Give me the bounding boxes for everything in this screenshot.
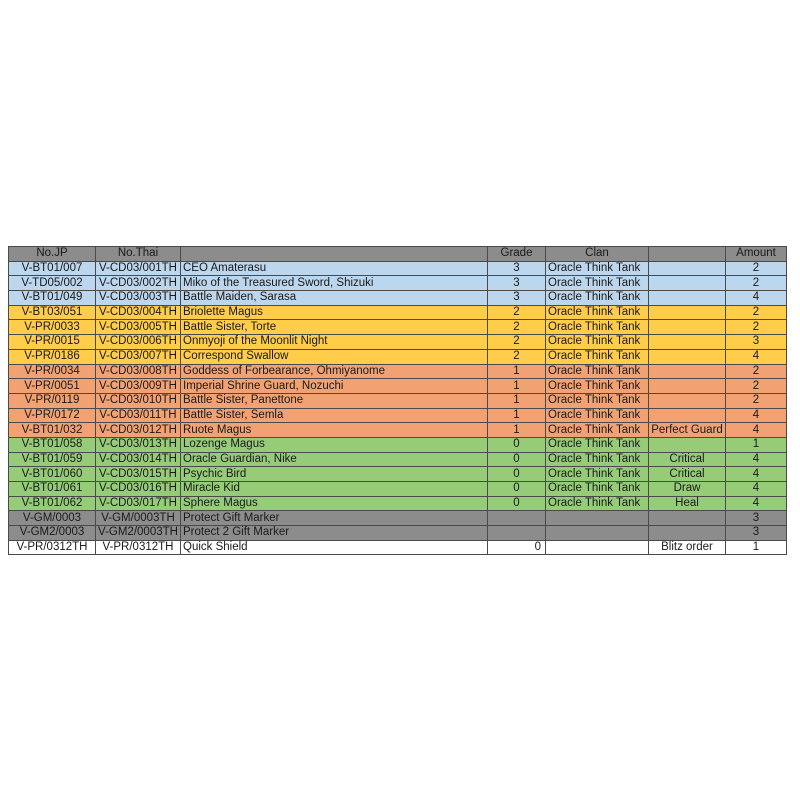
cell-no-jp: V-BT01/032	[9, 423, 96, 438]
table-row	[9, 335, 787, 350]
table-row	[9, 379, 787, 394]
cell-no-thai: V-CD03/014TH	[96, 452, 181, 467]
deck-list-table	[8, 246, 787, 555]
cell-clan: Oracle Think Tank	[546, 482, 649, 497]
cell-amount: 4	[726, 349, 787, 364]
cell-grade: 1	[488, 423, 546, 438]
table-body	[9, 261, 787, 555]
deck-list-table-container	[8, 246, 786, 555]
cell-trigger	[649, 291, 726, 306]
cell-grade: 2	[488, 349, 546, 364]
cell-grade	[488, 511, 546, 526]
cell-no-jp: V-BT01/062	[9, 496, 96, 511]
cell-amount: 3	[726, 335, 787, 350]
table-row	[9, 467, 787, 482]
cell-card-name: CEO Amaterasu	[181, 261, 488, 276]
cell-no-jp: V-PR/0033	[9, 320, 96, 335]
cell-trigger: Blitz order	[649, 540, 726, 555]
cell-no-thai: V-GM2/0003TH	[96, 526, 181, 541]
table-row	[9, 393, 787, 408]
cell-amount: 2	[726, 379, 787, 394]
table-row	[9, 540, 787, 555]
table-row	[9, 261, 787, 276]
cell-no-jp: V-GM2/0003	[9, 526, 96, 541]
cell-amount: 2	[726, 305, 787, 320]
cell-card-name: Lozenge Magus	[181, 437, 488, 452]
cell-grade: 0	[488, 496, 546, 511]
cell-trigger	[649, 261, 726, 276]
table-row	[9, 320, 787, 335]
cell-grade: 3	[488, 261, 546, 276]
cell-card-name: Oracle Guardian, Nike	[181, 452, 488, 467]
cell-clan: Oracle Think Tank	[546, 261, 649, 276]
cell-no-thai: V-CD03/015TH	[96, 467, 181, 482]
cell-no-thai: V-CD03/007TH	[96, 349, 181, 364]
column-header-clan: Clan	[546, 247, 649, 262]
cell-clan: Oracle Think Tank	[546, 452, 649, 467]
table-row	[9, 364, 787, 379]
cell-no-jp: V-BT03/051	[9, 305, 96, 320]
cell-grade: 3	[488, 276, 546, 291]
cell-card-name: Protect 2 Gift Marker	[181, 526, 488, 541]
cell-no-jp: V-PR/0015	[9, 335, 96, 350]
cell-no-jp: V-PR/0034	[9, 364, 96, 379]
cell-trigger	[649, 379, 726, 394]
cell-clan: Oracle Think Tank	[546, 291, 649, 306]
cell-trigger	[649, 276, 726, 291]
cell-clan: Oracle Think Tank	[546, 408, 649, 423]
cell-trigger: Critical	[649, 452, 726, 467]
cell-amount: 4	[726, 496, 787, 511]
cell-clan: Oracle Think Tank	[546, 320, 649, 335]
cell-clan: Oracle Think Tank	[546, 423, 649, 438]
cell-no-jp: V-PR/0172	[9, 408, 96, 423]
table-row	[9, 452, 787, 467]
table-row	[9, 482, 787, 497]
cell-amount: 1	[726, 437, 787, 452]
cell-grade: 1	[488, 408, 546, 423]
cell-clan: Oracle Think Tank	[546, 437, 649, 452]
cell-clan: Oracle Think Tank	[546, 467, 649, 482]
cell-card-name: Battle Sister, Semla	[181, 408, 488, 423]
cell-clan: Oracle Think Tank	[546, 364, 649, 379]
cell-no-thai: V-CD03/005TH	[96, 320, 181, 335]
cell-no-thai: V-CD03/001TH	[96, 261, 181, 276]
cell-grade: 1	[488, 379, 546, 394]
cell-amount: 3	[726, 511, 787, 526]
cell-card-name: Ruote Magus	[181, 423, 488, 438]
cell-amount: 2	[726, 261, 787, 276]
cell-card-name: Goddess of Forbearance, Ohmiyanome	[181, 364, 488, 379]
cell-grade: 0	[488, 437, 546, 452]
table-row	[9, 423, 787, 438]
cell-no-thai: V-CD03/013TH	[96, 437, 181, 452]
column-header-grade: Grade	[488, 247, 546, 262]
cell-trigger: Critical	[649, 467, 726, 482]
table-row	[9, 496, 787, 511]
cell-no-thai: V-CD03/003TH	[96, 291, 181, 306]
table-row	[9, 437, 787, 452]
cell-trigger	[649, 526, 726, 541]
cell-trigger	[649, 305, 726, 320]
cell-no-thai: V-CD03/010TH	[96, 393, 181, 408]
cell-grade: 0	[488, 482, 546, 497]
cell-card-name: Miko of the Treasured Sword, Shizuki	[181, 276, 488, 291]
cell-card-name: Onmyoji of the Moonlit Night	[181, 335, 488, 350]
cell-grade	[488, 526, 546, 541]
column-header-no-thai: No.Thai	[96, 247, 181, 262]
cell-no-jp: V-BT01/049	[9, 291, 96, 306]
column-header-no-jp: No.JP	[9, 247, 96, 262]
cell-no-thai: V-CD03/016TH	[96, 482, 181, 497]
column-header-name	[181, 247, 488, 262]
cell-grade: 1	[488, 393, 546, 408]
cell-no-thai: V-CD03/011TH	[96, 408, 181, 423]
cell-grade: 0	[488, 467, 546, 482]
column-header-amount: Amount	[726, 247, 787, 262]
table-row	[9, 276, 787, 291]
cell-no-jp: V-BT01/060	[9, 467, 96, 482]
cell-amount: 4	[726, 467, 787, 482]
cell-no-jp: V-BT01/058	[9, 437, 96, 452]
cell-trigger	[649, 437, 726, 452]
cell-no-thai: V-PR/0312TH	[96, 540, 181, 555]
cell-card-name: Sphere Magus	[181, 496, 488, 511]
cell-card-name: Briolette Magus	[181, 305, 488, 320]
cell-card-name: Psychic Bird	[181, 467, 488, 482]
cell-trigger: Draw	[649, 482, 726, 497]
cell-amount: 4	[726, 408, 787, 423]
cell-no-jp: V-BT01/007	[9, 261, 96, 276]
cell-no-jp: V-GM/0003	[9, 511, 96, 526]
cell-card-name: Imperial Shrine Guard, Nozuchi	[181, 379, 488, 394]
cell-clan	[546, 511, 649, 526]
cell-card-name: Battle Sister, Torte	[181, 320, 488, 335]
cell-clan: Oracle Think Tank	[546, 305, 649, 320]
cell-grade: 2	[488, 305, 546, 320]
cell-amount: 4	[726, 452, 787, 467]
cell-grade: 2	[488, 320, 546, 335]
cell-trigger	[649, 393, 726, 408]
cell-card-name: Battle Sister, Panettone	[181, 393, 488, 408]
cell-amount: 1	[726, 540, 787, 555]
cell-clan: Oracle Think Tank	[546, 393, 649, 408]
cell-amount: 2	[726, 320, 787, 335]
cell-clan: Oracle Think Tank	[546, 335, 649, 350]
cell-no-thai: V-CD03/008TH	[96, 364, 181, 379]
cell-amount: 4	[726, 482, 787, 497]
table-row	[9, 349, 787, 364]
cell-trigger	[649, 349, 726, 364]
cell-clan: Oracle Think Tank	[546, 379, 649, 394]
cell-no-jp: V-TD05/002	[9, 276, 96, 291]
cell-grade: 1	[488, 364, 546, 379]
table-row	[9, 291, 787, 306]
cell-clan: Oracle Think Tank	[546, 349, 649, 364]
cell-clan	[546, 526, 649, 541]
cell-no-thai: V-CD03/004TH	[96, 305, 181, 320]
table-row	[9, 408, 787, 423]
cell-no-jp: V-BT01/061	[9, 482, 96, 497]
cell-clan: Oracle Think Tank	[546, 496, 649, 511]
header-row	[9, 247, 787, 262]
cell-card-name: Miracle Kid	[181, 482, 488, 497]
cell-amount: 2	[726, 276, 787, 291]
cell-clan	[546, 540, 649, 555]
cell-card-name: Quick Shield	[181, 540, 488, 555]
cell-no-thai: V-CD03/006TH	[96, 335, 181, 350]
table-row	[9, 526, 787, 541]
cell-no-jp: V-PR/0051	[9, 379, 96, 394]
cell-card-name: Correspond Swallow	[181, 349, 488, 364]
cell-no-jp: V-PR/0186	[9, 349, 96, 364]
cell-trigger	[649, 335, 726, 350]
cell-amount: 4	[726, 423, 787, 438]
cell-amount: 4	[726, 291, 787, 306]
cell-amount: 2	[726, 364, 787, 379]
table-row	[9, 305, 787, 320]
cell-card-name: Protect Gift Marker	[181, 511, 488, 526]
cell-no-jp: V-PR/0119	[9, 393, 96, 408]
cell-trigger	[649, 511, 726, 526]
cell-trigger	[649, 320, 726, 335]
cell-trigger	[649, 408, 726, 423]
cell-trigger	[649, 364, 726, 379]
cell-no-thai: V-CD03/009TH	[96, 379, 181, 394]
cell-clan: Oracle Think Tank	[546, 276, 649, 291]
cell-card-name: Battle Maiden, Sarasa	[181, 291, 488, 306]
cell-no-thai: V-CD03/012TH	[96, 423, 181, 438]
cell-amount: 3	[726, 526, 787, 541]
cell-trigger: Perfect Guard	[649, 423, 726, 438]
cell-no-thai: V-GM/0003TH	[96, 511, 181, 526]
cell-no-thai: V-CD03/002TH	[96, 276, 181, 291]
cell-grade: 2	[488, 335, 546, 350]
cell-trigger: Heal	[649, 496, 726, 511]
cell-grade: 0	[488, 540, 546, 555]
cell-no-jp: V-BT01/059	[9, 452, 96, 467]
cell-amount: 2	[726, 393, 787, 408]
cell-grade: 3	[488, 291, 546, 306]
cell-no-jp: V-PR/0312TH	[9, 540, 96, 555]
cell-no-thai: V-CD03/017TH	[96, 496, 181, 511]
cell-grade: 0	[488, 452, 546, 467]
table-row	[9, 511, 787, 526]
column-header-trigger	[649, 247, 726, 262]
